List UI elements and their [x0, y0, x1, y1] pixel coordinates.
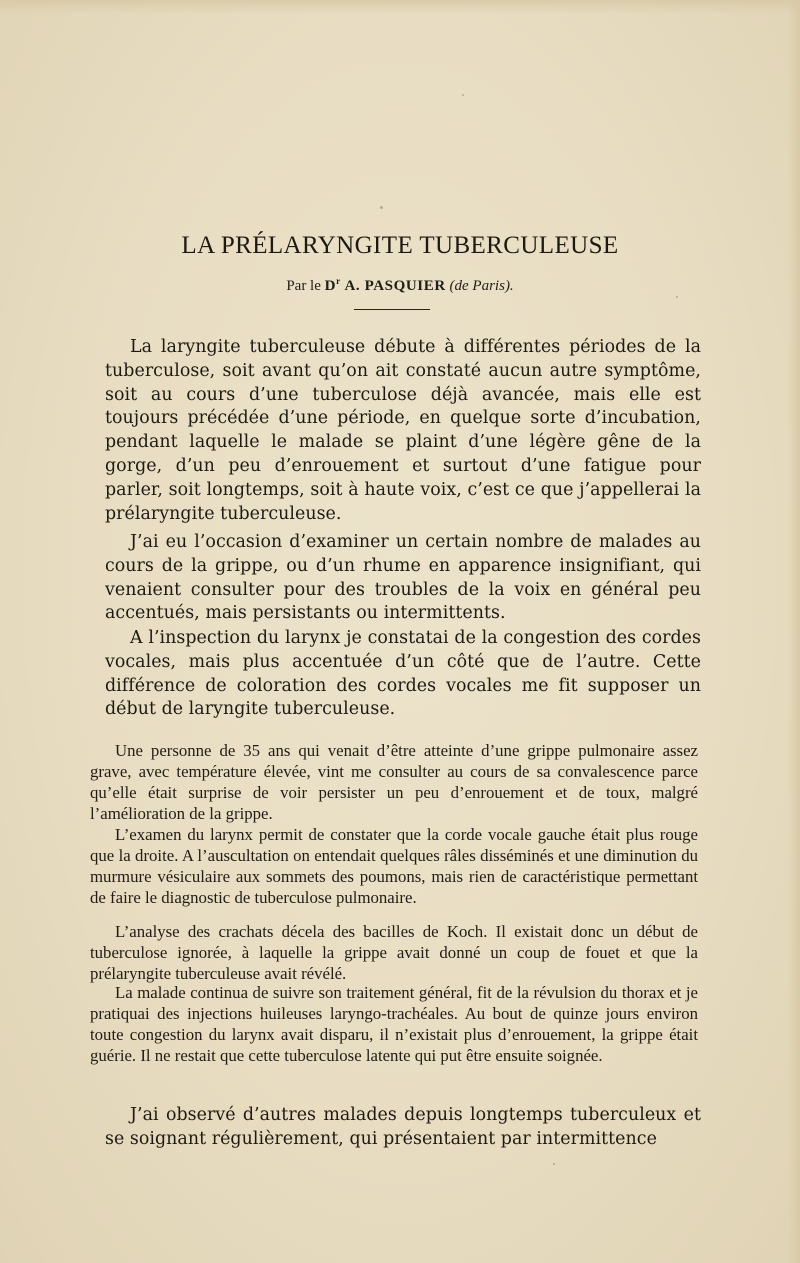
byline-affiliation: (de Paris). [449, 278, 514, 294]
paper-speck [462, 94, 464, 96]
case-paragraph: Une personne de 35 ans qui venait d’être atteinte d’une grippe pulmonaire assez grave, avec température élevée, vint me consulter au cours de sa convalescence parce qu’elle était surprise de voir persister un peu d’enrouement et de toux, malgré l’amélioration de la grippe. [90, 741, 698, 823]
paper-speck [553, 1163, 555, 1165]
case-paragraph: La malade continua de suivre son traitement général, fit de la révulsion du thorax et je pratiquai des injections huileuses laryngo-trachéales. Au bout de quinze jours environ toute congestion du larynx avait disparu, il n’existait plus d’enrouement, la grippe était guérie. Il ne restait que cette tuberculose latente qui put être ensuite soignée. [90, 983, 698, 1065]
body-paragraph: A l’inspection du larynx je constatai de la congestion des cordes vocales, mais plus accentuée d’un côté que de l’autre. Cette différence de coloration des cordes vocales me fit supposer un début de laryngite tuberculeuse. [105, 628, 701, 720]
page-edge-shadow [0, 0, 800, 14]
body-paragraph: J’ai observé d’autres malades depuis longtemps tuberculeux et se soignant régulièrement, qui présentaient par intermittence [105, 1105, 701, 1149]
body-paragraph: La laryngite tuberculeuse débute à différentes périodes de la tuberculose, soit avant qu’on ait constaté aucun autre symptôme, soit au cours d’une tuberculose déjà avancée, mais elle est toujours précédée d’une période, en quelque sorte d’incubation, pendant laquelle le malade se plaint d’une légère gêne de la gorge, d’un peu d’enrouement et surtout d’une fatigue pour parler, soit longtemps, soit à haute voix, c’est ce que j’appellerai la prélaryngite tuberculeuse. [105, 337, 701, 524]
article-title: LA PRÉLARYNGITE TUBERCULEUSE [181, 232, 619, 259]
article-byline [0, 276, 800, 295]
byline-prefix: Par le [286, 278, 321, 294]
byline-title: $D^r$ [324, 276, 341, 294]
case-paragraph: L’examen du larynx permit de constater que la corde vocale gauche était plus rouge que la droite. A l’auscultation on entendait quelques râles disséminés et une diminution du murmure vésiculaire aux sommets des poumons, mais rien de caractéristique permettant de faire le diagnostic de tuberculose pulmonaire. [90, 825, 698, 907]
title-divider [354, 309, 430, 310]
paper-speck [676, 296, 678, 298]
body-paragraph: J’ai eu l’occasion d’examiner un certain nombre de malades au cours de la grippe, ou d’un rhume en apparence insignifiant, qui venaient consulter pour des troubles de la voix en général peu accentués, mais persistants ou intermittents. [105, 532, 701, 624]
case-paragraph: L’analyse des crachats décela des bacilles de Koch. Il existait donc un début de tuberculose ignorée, à laquelle la grippe avait donné un coup de fouet et que la prélaryngite tuberculeuse avait révélé. [90, 922, 698, 983]
byline-author: A. PASQUIER [344, 278, 446, 294]
paper-speck [380, 206, 383, 209]
page-edge-shadow [788, 0, 800, 1263]
